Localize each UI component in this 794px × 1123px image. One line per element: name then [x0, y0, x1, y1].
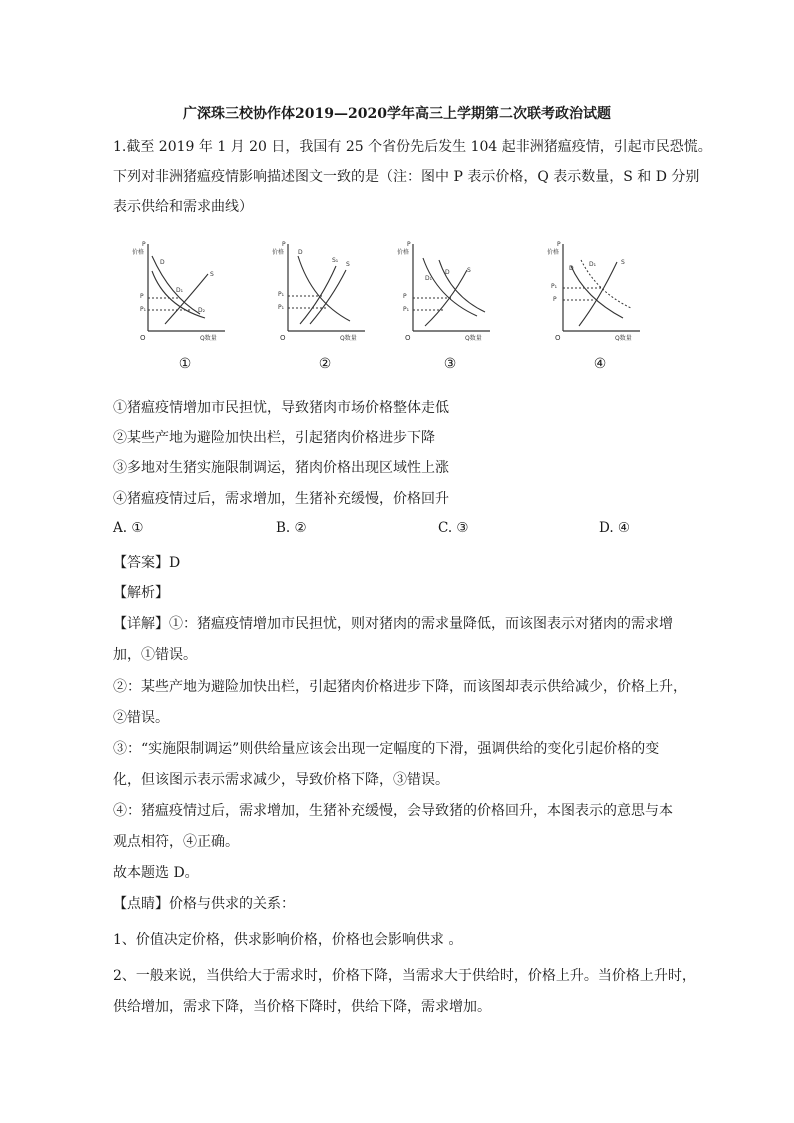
svg-text:S: S: [467, 267, 471, 274]
svg-text:Q数量: Q数量: [200, 335, 217, 342]
svg-text:P: P: [282, 241, 286, 248]
svg-text:P: P: [140, 293, 144, 300]
chart-3-label: ③: [443, 356, 457, 372]
chart-1: [130, 236, 240, 376]
chart-4: [545, 236, 655, 376]
svg-text:S: S: [346, 261, 350, 268]
question-line-2: 下列对非洲猪瘟疫情影响描述图文一致的是（注：图中 P 表示价格，Q 表示数量，S 和 D 分别: [113, 169, 700, 185]
svg-text:S: S: [210, 271, 214, 278]
chart-4-label: ④: [593, 356, 607, 372]
chart-3-graph: [395, 236, 505, 356]
svg-text:Q数量: Q数量: [615, 335, 632, 342]
chart-figures: [130, 236, 660, 376]
explanation-line: ②：某些产地为避险加快出栏，引起猪肉价格进步下降，而该图却表示供给减少，价格上升，: [113, 679, 687, 695]
svg-text:P₁: P₁: [140, 306, 147, 313]
svg-text:P: P: [142, 241, 146, 248]
option-a: A. ①: [113, 520, 144, 536]
answer: 【答案】D: [113, 555, 181, 571]
chart-2-label: ②: [318, 356, 332, 372]
explanation-line: ④：猪瘟疫情过后，需求增加，生猪补充缓慢，会导致猪的价格回升，本图表示的意思与本: [113, 803, 673, 819]
svg-text:D₁: D₁: [176, 287, 184, 294]
svg-text:P: P: [403, 293, 407, 300]
chart-2-graph: [270, 236, 380, 356]
statement-3: ③多地对生猪实施限制调运，猪肉价格出现区域性上涨: [113, 460, 449, 476]
svg-text:D₂: D₂: [198, 307, 206, 314]
key-point-heading: 【点睛】价格与供求的关系：: [113, 896, 295, 912]
explanation-line: 故本题选 D。: [113, 865, 199, 881]
chart-1-graph: [130, 236, 240, 356]
svg-text:O: O: [140, 334, 146, 342]
svg-text:Q数量: Q数量: [465, 335, 482, 342]
chart-2: [270, 236, 380, 376]
key-point-line: 供给增加，需求下降，当价格下降时，供给下降，需求增加。: [113, 999, 491, 1015]
chart-4-graph: [545, 236, 655, 356]
option-d: D. ④: [599, 520, 631, 536]
svg-text:P₁: P₁: [278, 304, 285, 311]
key-point-line: 2、一般来说，当供给大于需求时，价格下降，当需求大于供给时，价格上升。当价格上升时，: [113, 968, 696, 984]
svg-text:P₁: P₁: [403, 306, 410, 313]
key-point-line: 1、价值决定价格，供求影响价格，价格也会影响供求 。: [113, 932, 463, 948]
option-c: C. ③: [438, 520, 469, 536]
explanation-line: 观点相符，④正确。: [113, 834, 239, 850]
svg-text:O: O: [280, 334, 286, 342]
svg-text:S₁: S₁: [332, 257, 339, 264]
statement-1: ①猪瘟疫情增加市民担忧，导致猪肉市场价格整体走低: [113, 400, 449, 416]
svg-text:P: P: [557, 241, 561, 248]
option-b: B. ②: [276, 520, 307, 536]
explanation-line: 化，但该图示表示需求减少，导致价格下降，③错误。: [113, 772, 449, 788]
statement-4: ④猪瘟疫情过后，需求增加，生猪补充缓慢，价格回升: [113, 491, 449, 507]
chart-3: [395, 236, 505, 376]
page-title: 广深珠三校协作体2019—2020学年高三上学期第二次联考政治试题: [183, 106, 611, 122]
svg-text:价格: 价格: [547, 249, 560, 256]
explanation-line: ③：“实施限制调运”则供给量应该会出现一定幅度的下滑，强调供给的变化引起价格的变: [113, 741, 660, 757]
chart-1-label: ①: [178, 356, 192, 372]
svg-text:S: S: [621, 259, 625, 266]
statement-2: ②某些产地为避险加快出栏，引起猪肉价格进步下降: [113, 430, 435, 446]
question-line-1: 1.截至 2019 年 1 月 20 日，我国有 25 个省份先后发生 104 起非洲猪瘟疫情，引起市民恐慌。: [113, 139, 712, 155]
svg-text:O: O: [555, 334, 561, 342]
svg-text:价格: 价格: [272, 249, 285, 256]
svg-text:P: P: [407, 241, 411, 248]
svg-text:D₁: D₁: [425, 275, 433, 282]
svg-text:D: D: [569, 265, 574, 272]
svg-text:D: D: [445, 269, 450, 276]
svg-text:价格: 价格: [132, 249, 145, 256]
question-line-3: 表示供给和需求曲线）: [113, 199, 253, 215]
analysis-heading: 【解析】: [113, 585, 169, 601]
svg-text:D: D: [298, 249, 303, 256]
explanation-line: 【详解】①：猪瘟疫情增加市民担忧，则对猪肉的需求量降低，而该图表示对猪肉的需求增: [113, 616, 673, 632]
svg-text:P₁: P₁: [278, 291, 285, 298]
svg-text:P: P: [553, 296, 557, 303]
svg-text:D₁: D₁: [589, 261, 597, 268]
svg-text:D: D: [160, 259, 165, 266]
explanation-line: 加，①错误。: [113, 647, 197, 663]
svg-text:O: O: [405, 334, 411, 342]
svg-text:P₁: P₁: [551, 283, 558, 290]
svg-text:价格: 价格: [397, 249, 410, 256]
svg-text:Q数量: Q数量: [340, 335, 357, 342]
explanation-line: ②错误。: [113, 710, 169, 726]
